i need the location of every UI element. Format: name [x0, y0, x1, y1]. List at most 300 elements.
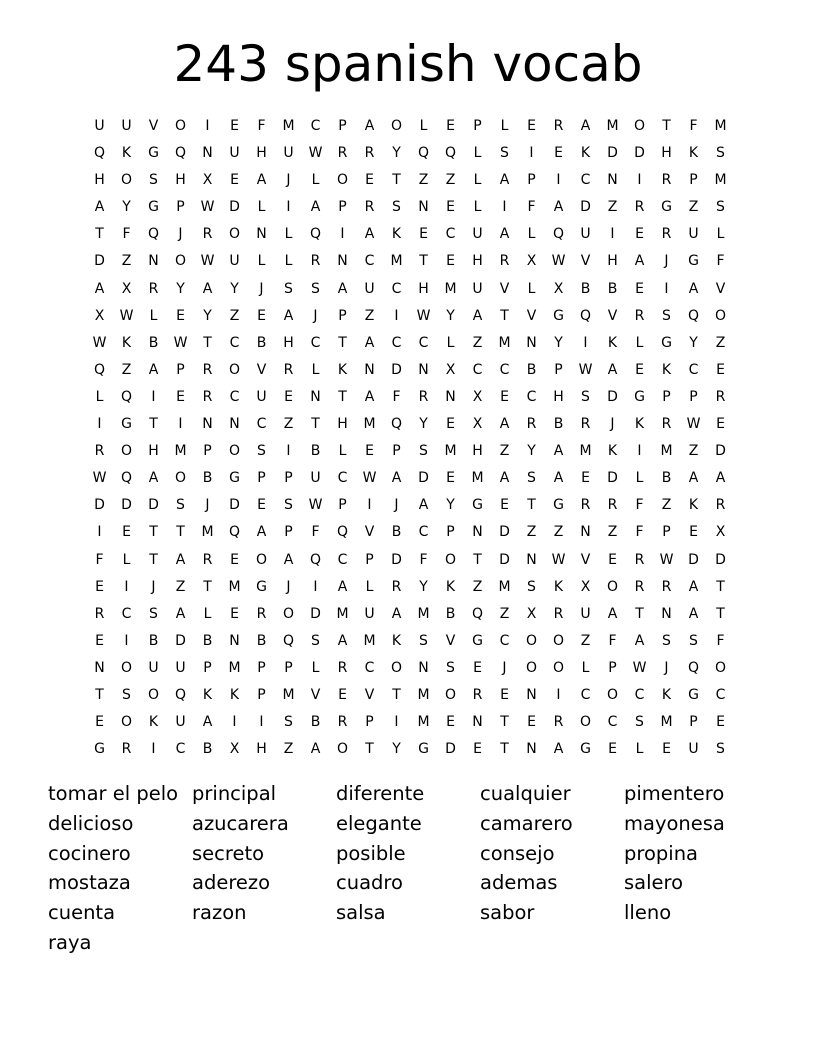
grid-cell[interactable]: G — [418, 741, 429, 758]
grid-cell[interactable]: K — [688, 497, 699, 514]
grid-cell[interactable]: Z — [607, 199, 618, 216]
grid-cell[interactable]: Z — [499, 443, 510, 460]
grid-cell[interactable]: L — [257, 253, 266, 270]
grid-cell[interactable]: P — [662, 388, 671, 405]
grid-cell[interactable]: A — [688, 280, 699, 297]
grid-cell[interactable]: R — [715, 497, 726, 514]
grid-cell[interactable]: M — [363, 416, 376, 433]
grid-cell[interactable]: R — [202, 388, 213, 405]
grid-cell[interactable]: P — [257, 659, 266, 676]
grid-cell[interactable]: R — [661, 172, 672, 189]
grid-cell[interactable]: Y — [176, 280, 185, 297]
grid-cell[interactable]: Q — [93, 145, 106, 162]
grid-cell[interactable]: F — [527, 199, 536, 216]
grid-cell[interactable]: Z — [472, 334, 483, 351]
grid-cell[interactable]: M — [417, 714, 430, 731]
grid-cell[interactable]: C — [337, 551, 348, 568]
grid-cell[interactable]: E — [230, 172, 239, 189]
grid-cell[interactable]: R — [337, 145, 348, 162]
grid-cell[interactable]: R — [202, 361, 213, 378]
grid-cell[interactable]: K — [391, 226, 402, 243]
grid-cell[interactable]: X — [94, 307, 105, 324]
grid-cell[interactable]: E — [257, 307, 266, 324]
grid-cell[interactable]: T — [392, 172, 401, 189]
grid-cell[interactable]: D — [175, 632, 186, 649]
grid-cell[interactable]: B — [148, 334, 159, 351]
grid-cell[interactable]: E — [500, 388, 509, 405]
grid-cell[interactable]: Z — [553, 524, 564, 541]
grid-cell[interactable]: Q — [309, 551, 322, 568]
grid-cell[interactable]: R — [94, 605, 105, 622]
grid-cell[interactable]: S — [716, 145, 725, 162]
grid-cell[interactable]: L — [311, 172, 320, 189]
grid-cell[interactable]: P — [554, 361, 563, 378]
grid-cell[interactable]: A — [391, 470, 402, 487]
grid-cell[interactable]: H — [256, 145, 267, 162]
grid-cell[interactable]: H — [256, 741, 267, 758]
grid-cell[interactable]: E — [635, 226, 644, 243]
grid-cell[interactable]: G — [256, 578, 267, 595]
grid-cell[interactable]: T — [95, 686, 104, 703]
grid-cell[interactable]: E — [338, 686, 347, 703]
grid-cell[interactable]: E — [473, 659, 482, 676]
grid-cell[interactable]: S — [311, 280, 320, 297]
grid-cell[interactable]: R — [526, 416, 537, 433]
grid-cell[interactable]: F — [122, 226, 131, 243]
grid-cell[interactable]: H — [148, 443, 159, 460]
grid-cell[interactable]: I — [394, 307, 399, 324]
grid-cell[interactable]: C — [229, 334, 240, 351]
grid-cell[interactable]: T — [338, 334, 347, 351]
grid-cell[interactable]: K — [121, 145, 132, 162]
grid-cell[interactable]: C — [472, 361, 483, 378]
grid-cell[interactable]: Z — [175, 578, 186, 595]
grid-cell[interactable]: S — [662, 307, 671, 324]
grid-cell[interactable]: P — [473, 118, 482, 134]
grid-cell[interactable]: Y — [527, 443, 536, 460]
grid-cell[interactable]: K — [553, 578, 564, 595]
grid-cell[interactable]: V — [607, 307, 618, 324]
grid-cell[interactable]: D — [310, 605, 321, 622]
grid-cell[interactable]: W — [551, 551, 566, 568]
grid-cell[interactable]: N — [418, 199, 429, 216]
grid-cell[interactable]: Z — [121, 253, 132, 270]
grid-cell[interactable]: B — [391, 524, 402, 541]
grid-cell[interactable]: U — [364, 605, 375, 622]
grid-cell[interactable]: M — [201, 524, 214, 541]
grid-cell[interactable]: C — [256, 416, 267, 433]
grid-cell[interactable]: Q — [687, 659, 700, 676]
grid-cell[interactable]: E — [176, 307, 185, 324]
grid-cell[interactable]: O — [228, 361, 241, 378]
grid-cell[interactable]: Y — [392, 145, 401, 162]
grid-cell[interactable]: I — [664, 280, 669, 297]
grid-cell[interactable]: U — [175, 714, 186, 731]
grid-cell[interactable]: T — [176, 524, 185, 541]
grid-cell[interactable]: E — [95, 632, 104, 649]
grid-cell[interactable]: B — [256, 334, 267, 351]
grid-cell[interactable]: P — [446, 524, 455, 541]
grid-cell[interactable]: O — [444, 551, 457, 568]
grid-cell[interactable]: T — [500, 741, 509, 758]
grid-cell[interactable]: A — [391, 605, 402, 622]
grid-cell[interactable]: R — [391, 578, 402, 595]
grid-cell[interactable]: H — [175, 172, 186, 189]
grid-cell[interactable]: O — [120, 443, 133, 460]
grid-cell[interactable]: A — [418, 497, 429, 514]
grid-cell[interactable]: R — [121, 741, 132, 758]
grid-cell[interactable]: R — [634, 551, 645, 568]
grid-cell[interactable]: P — [284, 524, 293, 541]
grid-cell[interactable]: K — [391, 632, 402, 649]
grid-cell[interactable]: A — [337, 578, 348, 595]
grid-cell[interactable]: B — [553, 416, 564, 433]
grid-cell[interactable]: I — [367, 497, 372, 514]
grid-cell[interactable]: S — [284, 280, 293, 297]
grid-cell[interactable]: X — [472, 388, 483, 405]
grid-cell[interactable]: X — [445, 361, 456, 378]
grid-cell[interactable]: U — [121, 118, 132, 134]
grid-cell[interactable]: T — [662, 118, 671, 134]
grid-cell[interactable]: I — [637, 443, 642, 460]
grid-cell[interactable]: O — [120, 714, 133, 731]
grid-cell[interactable]: Q — [147, 226, 160, 243]
grid-cell[interactable]: W — [686, 416, 701, 433]
grid-cell[interactable]: Q — [93, 361, 106, 378]
grid-cell[interactable]: H — [661, 145, 672, 162]
grid-cell[interactable]: Z — [445, 172, 456, 189]
grid-cell[interactable]: I — [556, 172, 561, 189]
grid-cell[interactable]: P — [176, 361, 185, 378]
grid-cell[interactable]: B — [607, 280, 618, 297]
grid-cell[interactable]: D — [634, 145, 645, 162]
grid-cell[interactable]: J — [286, 172, 291, 189]
grid-cell[interactable]: E — [527, 714, 536, 731]
grid-cell[interactable]: E — [446, 470, 455, 487]
grid-cell[interactable]: Q — [120, 470, 133, 487]
grid-cell[interactable]: B — [661, 470, 672, 487]
grid-cell[interactable]: D — [391, 361, 402, 378]
grid-cell[interactable]: R — [364, 145, 375, 162]
grid-cell[interactable]: A — [175, 605, 186, 622]
grid-cell[interactable]: K — [148, 714, 159, 731]
grid-cell[interactable]: M — [579, 443, 592, 460]
grid-cell[interactable]: L — [635, 470, 644, 487]
grid-cell[interactable]: M — [228, 578, 241, 595]
grid-cell[interactable]: I — [286, 199, 291, 216]
grid-cell[interactable]: Z — [418, 172, 429, 189]
grid-cell[interactable]: N — [418, 659, 429, 676]
grid-cell[interactable]: T — [419, 253, 428, 270]
grid-cell[interactable]: B — [310, 714, 321, 731]
grid-cell[interactable]: N — [94, 659, 105, 676]
grid-cell[interactable]: A — [553, 470, 564, 487]
grid-cell[interactable]: N — [202, 416, 213, 433]
grid-cell[interactable]: T — [149, 551, 158, 568]
grid-cell[interactable]: Q — [228, 524, 241, 541]
grid-cell[interactable]: A — [553, 443, 564, 460]
grid-cell[interactable]: T — [338, 388, 347, 405]
grid-cell[interactable]: Q — [309, 226, 322, 243]
grid-cell[interactable]: C — [121, 605, 132, 622]
grid-cell[interactable]: K — [661, 361, 672, 378]
grid-cell[interactable]: O — [255, 551, 268, 568]
grid-cell[interactable]: D — [94, 497, 105, 514]
grid-cell[interactable]: N — [364, 361, 375, 378]
grid-cell[interactable]: I — [232, 714, 237, 731]
grid-cell[interactable]: I — [556, 686, 561, 703]
grid-cell[interactable]: R — [607, 497, 618, 514]
grid-cell[interactable]: S — [527, 578, 536, 595]
grid-cell[interactable]: C — [229, 388, 240, 405]
grid-cell[interactable]: X — [715, 524, 726, 541]
grid-cell[interactable]: S — [581, 388, 590, 405]
grid-cell[interactable]: I — [151, 741, 156, 758]
grid-cell[interactable]: L — [473, 172, 482, 189]
grid-cell[interactable]: S — [716, 199, 725, 216]
grid-cell[interactable]: J — [286, 578, 291, 595]
grid-cell[interactable]: L — [149, 307, 158, 324]
grid-cell[interactable]: F — [608, 632, 617, 649]
grid-cell[interactable]: E — [446, 714, 455, 731]
grid-cell[interactable]: A — [472, 307, 483, 324]
grid-cell[interactable]: D — [499, 551, 510, 568]
grid-cell[interactable]: Z — [607, 524, 618, 541]
grid-cell[interactable]: S — [662, 632, 671, 649]
grid-cell[interactable]: N — [526, 551, 537, 568]
grid-cell[interactable]: Z — [499, 605, 510, 622]
grid-cell[interactable]: Y — [446, 497, 455, 514]
grid-cell[interactable]: V — [580, 253, 591, 270]
grid-cell[interactable]: W — [362, 470, 377, 487]
grid-cell[interactable]: R — [499, 253, 510, 270]
grid-cell[interactable]: D — [499, 524, 510, 541]
grid-cell[interactable]: E — [95, 578, 104, 595]
grid-cell[interactable]: P — [176, 199, 185, 216]
grid-cell[interactable]: P — [689, 388, 698, 405]
grid-cell[interactable]: J — [259, 280, 264, 297]
grid-cell[interactable]: U — [229, 145, 240, 162]
grid-cell[interactable]: Y — [122, 199, 131, 216]
grid-cell[interactable]: U — [364, 280, 375, 297]
grid-cell[interactable]: M — [660, 714, 673, 731]
grid-cell[interactable]: D — [688, 551, 699, 568]
grid-cell[interactable]: N — [256, 226, 267, 243]
grid-cell[interactable]: O — [714, 307, 727, 324]
grid-cell[interactable]: R — [661, 416, 672, 433]
grid-cell[interactable]: Q — [579, 307, 592, 324]
grid-cell[interactable]: L — [257, 199, 266, 216]
grid-cell[interactable]: R — [553, 714, 564, 731]
grid-cell[interactable]: F — [392, 388, 401, 405]
grid-cell[interactable]: H — [472, 253, 483, 270]
grid-cell[interactable]: I — [124, 632, 129, 649]
grid-cell[interactable]: K — [607, 443, 618, 460]
grid-cell[interactable]: I — [205, 118, 210, 134]
grid-cell[interactable]: L — [500, 118, 509, 134]
grid-cell[interactable]: A — [310, 741, 321, 758]
grid-cell[interactable]: L — [311, 361, 320, 378]
grid-cell[interactable]: C — [634, 686, 645, 703]
grid-cell[interactable]: P — [608, 659, 617, 676]
grid-cell[interactable]: T — [527, 497, 536, 514]
grid-cell[interactable]: B — [580, 280, 591, 297]
grid-cell[interactable]: L — [122, 551, 131, 568]
grid-cell[interactable]: R — [580, 416, 591, 433]
grid-cell[interactable]: R — [634, 307, 645, 324]
grid-cell[interactable]: U — [148, 659, 159, 676]
grid-cell[interactable]: C — [391, 280, 402, 297]
grid-cell[interactable]: A — [202, 714, 213, 731]
grid-cell[interactable]: R — [472, 686, 483, 703]
grid-cell[interactable]: W — [659, 551, 674, 568]
grid-cell[interactable]: R — [580, 497, 591, 514]
grid-cell[interactable]: C — [310, 334, 321, 351]
grid-cell[interactable]: A — [580, 118, 591, 134]
grid-cell[interactable]: D — [607, 388, 618, 405]
grid-cell[interactable]: Z — [715, 334, 726, 351]
grid-cell[interactable]: I — [178, 416, 183, 433]
grid-cell[interactable]: Q — [471, 605, 484, 622]
grid-cell[interactable]: L — [284, 226, 293, 243]
grid-cell[interactable]: V — [256, 361, 267, 378]
grid-cell[interactable]: D — [418, 470, 429, 487]
grid-cell[interactable]: A — [499, 172, 510, 189]
grid-cell[interactable]: P — [338, 199, 347, 216]
grid-cell[interactable]: Q — [444, 145, 457, 162]
grid-cell[interactable]: Z — [688, 443, 699, 460]
grid-cell[interactable]: I — [151, 388, 156, 405]
grid-cell[interactable]: L — [716, 226, 725, 243]
grid-cell[interactable]: R — [337, 714, 348, 731]
grid-cell[interactable]: T — [500, 307, 509, 324]
grid-cell[interactable]: E — [257, 497, 266, 514]
grid-cell[interactable]: Q — [282, 632, 295, 649]
grid-cell[interactable]: A — [256, 172, 267, 189]
grid-cell[interactable]: A — [148, 361, 159, 378]
grid-cell[interactable]: A — [148, 470, 159, 487]
grid-cell[interactable]: Y — [203, 307, 212, 324]
grid-cell[interactable]: J — [178, 226, 183, 243]
grid-cell[interactable]: R — [256, 605, 267, 622]
grid-cell[interactable]: A — [499, 226, 510, 243]
grid-cell[interactable]: E — [500, 497, 509, 514]
grid-cell[interactable]: O — [633, 118, 646, 134]
grid-cell[interactable]: E — [230, 605, 239, 622]
grid-cell[interactable]: C — [391, 334, 402, 351]
grid-cell[interactable]: E — [284, 388, 293, 405]
grid-cell[interactable]: P — [365, 714, 374, 731]
grid-cell[interactable]: G — [688, 253, 699, 270]
grid-cell[interactable]: Q — [552, 226, 565, 243]
grid-cell[interactable]: J — [502, 659, 507, 676]
grid-cell[interactable]: T — [203, 334, 212, 351]
grid-cell[interactable]: W — [308, 145, 323, 162]
grid-cell[interactable]: R — [94, 443, 105, 460]
grid-cell[interactable]: R — [634, 199, 645, 216]
grid-cell[interactable]: N — [526, 334, 537, 351]
grid-cell[interactable]: R — [283, 361, 294, 378]
grid-cell[interactable]: G — [661, 334, 672, 351]
grid-cell[interactable]: L — [338, 443, 347, 460]
grid-cell[interactable]: X — [121, 280, 132, 297]
grid-cell[interactable]: T — [635, 605, 644, 622]
grid-cell[interactable]: G — [229, 470, 240, 487]
grid-cell[interactable]: S — [149, 605, 158, 622]
grid-cell[interactable]: F — [716, 253, 725, 270]
grid-cell[interactable]: S — [311, 632, 320, 649]
grid-cell[interactable]: D — [715, 551, 726, 568]
grid-cell[interactable]: P — [365, 551, 374, 568]
grid-cell[interactable]: G — [661, 199, 672, 216]
grid-cell[interactable]: S — [122, 686, 131, 703]
grid-cell[interactable]: S — [635, 714, 644, 731]
grid-cell[interactable]: L — [635, 741, 644, 758]
grid-cell[interactable]: M — [714, 172, 727, 189]
grid-cell[interactable]: T — [149, 416, 158, 433]
grid-cell[interactable]: N — [526, 741, 537, 758]
grid-cell[interactable]: N — [661, 605, 672, 622]
grid-cell[interactable]: B — [526, 361, 537, 378]
grid-cell[interactable]: A — [310, 199, 321, 216]
grid-cell[interactable]: K — [634, 416, 645, 433]
grid-cell[interactable]: M — [498, 578, 511, 595]
grid-cell[interactable]: A — [553, 199, 564, 216]
grid-cell[interactable]: G — [553, 497, 564, 514]
grid-cell[interactable]: A — [337, 280, 348, 297]
grid-cell[interactable]: I — [286, 443, 291, 460]
grid-cell[interactable]: A — [337, 632, 348, 649]
grid-cell[interactable]: P — [284, 659, 293, 676]
grid-cell[interactable]: F — [635, 497, 644, 514]
grid-cell[interactable]: P — [203, 659, 212, 676]
grid-cell[interactable]: V — [526, 307, 537, 324]
grid-cell[interactable]: M — [228, 659, 241, 676]
grid-cell[interactable]: J — [313, 307, 318, 324]
grid-cell[interactable]: A — [94, 280, 105, 297]
grid-cell[interactable]: N — [229, 632, 240, 649]
grid-cell[interactable]: K — [607, 334, 618, 351]
grid-cell[interactable]: Z — [661, 497, 672, 514]
grid-cell[interactable]: Y — [689, 334, 698, 351]
grid-cell[interactable]: R — [202, 226, 213, 243]
grid-cell[interactable]: O — [228, 443, 241, 460]
grid-cell[interactable]: J — [610, 416, 615, 433]
grid-cell[interactable]: X — [526, 253, 537, 270]
grid-cell[interactable]: R — [661, 578, 672, 595]
grid-cell[interactable]: C — [580, 686, 591, 703]
grid-cell[interactable]: L — [581, 659, 590, 676]
grid-cell[interactable]: S — [257, 443, 266, 460]
grid-cell[interactable]: E — [365, 172, 374, 189]
grid-cell[interactable]: D — [148, 497, 159, 514]
grid-cell[interactable]: V — [364, 686, 375, 703]
grid-cell[interactable]: L — [203, 605, 212, 622]
grid-cell[interactable]: G — [94, 741, 105, 758]
grid-cell[interactable]: Z — [364, 307, 375, 324]
grid-cell[interactable]: Z — [283, 741, 294, 758]
grid-cell[interactable]: N — [580, 524, 591, 541]
grid-cell[interactable]: A — [634, 632, 645, 649]
grid-cell[interactable]: O — [174, 118, 187, 134]
grid-cell[interactable]: E — [95, 714, 104, 731]
grid-cell[interactable]: A — [256, 524, 267, 541]
grid-cell[interactable]: Y — [446, 307, 455, 324]
grid-cell[interactable]: J — [151, 578, 156, 595]
grid-cell[interactable]: S — [149, 172, 158, 189]
grid-cell[interactable]: H — [337, 416, 348, 433]
grid-cell[interactable]: E — [716, 714, 725, 731]
